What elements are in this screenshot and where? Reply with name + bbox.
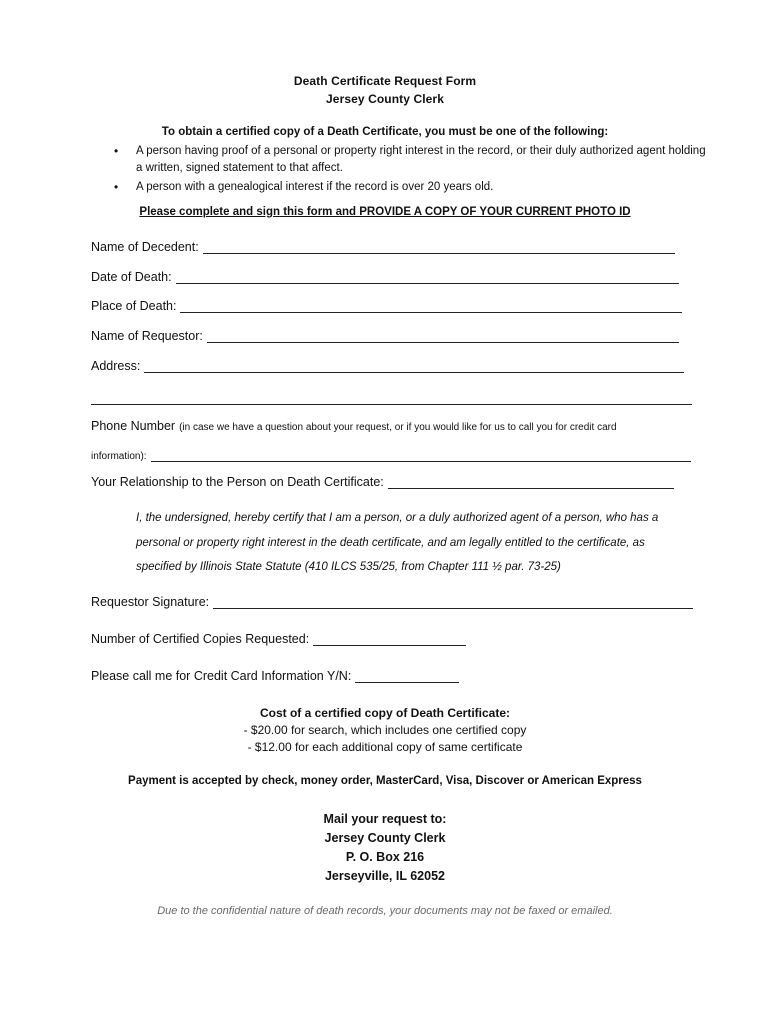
- date-of-death-input-line[interactable]: [176, 270, 679, 284]
- mail-name: Jersey County Clerk: [324, 831, 446, 845]
- address-field[interactable]: [91, 359, 684, 373]
- mail-city: Jerseyville, IL 62052: [324, 869, 445, 883]
- relationship-label: Your Relationship to the Person on Death Certificate:: [91, 475, 384, 489]
- copies-label: Number of Certified Copies Requested:: [91, 632, 310, 646]
- eligibility-item: [108, 143, 708, 177]
- eligibility-heading: To obtain a certified copy of a Death Certificate, you must be one of the following:: [161, 126, 609, 138]
- requestor-field[interactable]: [91, 329, 679, 343]
- copies-field[interactable]: [91, 632, 466, 646]
- cost-heading: Cost of a certified copy of Death Certificate:: [259, 706, 511, 720]
- phone-input-line[interactable]: [151, 448, 691, 462]
- requestor-input-line[interactable]: [207, 329, 679, 343]
- date-of-death-label: Date of Death:: [91, 270, 172, 284]
- credit-call-input-line[interactable]: [355, 669, 459, 683]
- decedent-label: Name of Decedent:: [91, 240, 199, 254]
- signature-field[interactable]: [91, 595, 693, 609]
- certification-line: I, the undersigned, hereby certify that I am a person, or a duly authorized agent of a person, who has a: [136, 512, 659, 524]
- eligibility-item-text: A person with a genealogical interest if the record is over 20 years old.: [136, 181, 494, 193]
- phone-note: (in case we have a question about your request, or if you would like for us to call you for credit card: [179, 422, 617, 433]
- certification-line: specified by Illinois State Statute (410 ILCS 535/25, from Chapter 111 ½ par. 73-25): [136, 561, 561, 573]
- decedent-field[interactable]: [91, 240, 675, 254]
- eligibility-item-text: A person having proof of a personal or property right interest in the record, or their duly authorized agent holding a written, signed statement to that affect.: [136, 145, 706, 174]
- place-of-death-label: Place of Death:: [91, 299, 177, 313]
- cost-section: [0, 705, 770, 756]
- relationship-field[interactable]: [91, 475, 674, 489]
- credit-call-field[interactable]: [91, 669, 459, 683]
- mail-box: P. O. Box 216: [345, 850, 425, 864]
- address-label: Address:: [91, 359, 141, 373]
- relationship-input-line[interactable]: [388, 475, 674, 489]
- copies-input-line[interactable]: [313, 632, 466, 646]
- bullet-icon: •: [114, 180, 119, 194]
- requestor-label: Name of Requestor:: [91, 329, 203, 343]
- eligibility-item: [108, 179, 708, 196]
- signature-label: Requestor Signature:: [91, 595, 210, 609]
- signature-input-line[interactable]: [213, 595, 693, 609]
- photo-id-instruction: Please complete and sign this form and PROVIDE A COPY OF YOUR CURRENT PHOTO ID: [139, 206, 631, 218]
- credit-call-label: Please call me for Credit Card Information Y/N:: [91, 669, 352, 683]
- address-second-line[interactable]: [91, 403, 692, 405]
- place-of-death-input-line[interactable]: [180, 299, 682, 313]
- place-of-death-field[interactable]: [91, 299, 682, 313]
- bullet-icon: •: [114, 144, 119, 158]
- confidentiality-note: Due to the confidential nature of death records, your documents may not be faxed or emailed.: [157, 905, 613, 917]
- form-subtitle: Jersey County Clerk: [326, 92, 444, 106]
- cost-line: - $20.00 for search, which includes one certified copy: [243, 723, 527, 737]
- date-of-death-field[interactable]: [91, 270, 679, 284]
- certification-statement: [136, 506, 726, 580]
- mail-heading: Mail your request to:: [323, 812, 447, 826]
- decedent-input-line[interactable]: [203, 240, 675, 254]
- cost-line: - $12.00 for each additional copy of same certificate: [247, 740, 523, 754]
- phone-label: Phone Number: [91, 419, 176, 433]
- eligibility-list: [108, 143, 708, 198]
- payment-methods: Payment is accepted by check, money order, MasterCard, Visa, Discover or American Express: [128, 775, 642, 787]
- phone-field-label-row: [91, 419, 617, 433]
- phone-field[interactable]: [91, 448, 691, 462]
- mailing-address: [0, 810, 770, 886]
- certification-line: personal or property right interest in the death certificate, and am legally entitled to the certificate, as: [136, 536, 645, 549]
- phone-note-continued: information):: [91, 451, 147, 462]
- form-title: Death Certificate Request Form: [293, 74, 477, 88]
- address-input-line[interactable]: [144, 359, 684, 373]
